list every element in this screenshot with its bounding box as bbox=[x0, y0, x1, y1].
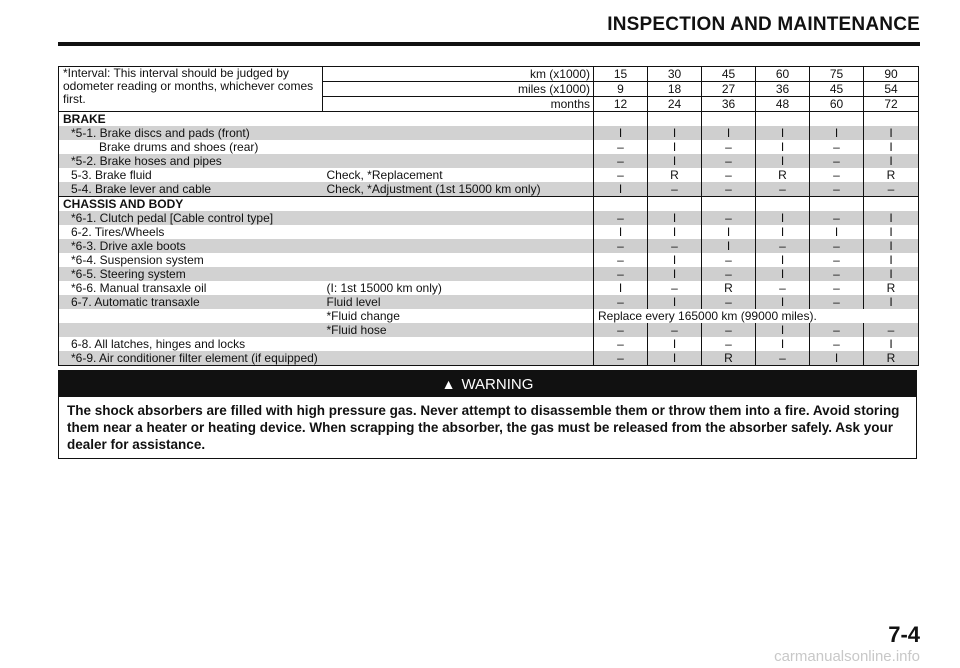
interval-mark: R bbox=[864, 351, 919, 366]
interval-mark: I bbox=[756, 225, 810, 239]
interval-mark: – bbox=[594, 239, 648, 253]
interval-mark: – bbox=[810, 295, 864, 309]
interval-mark: I bbox=[810, 351, 864, 366]
item-note bbox=[323, 253, 594, 267]
interval-mark: – bbox=[810, 168, 864, 182]
interval-value: 60 bbox=[810, 97, 864, 112]
interval-mark: I bbox=[648, 154, 702, 168]
interval-cell bbox=[594, 197, 648, 212]
item-label: *5-1. Brake discs and pads (front) bbox=[59, 126, 323, 140]
item-note bbox=[323, 239, 594, 253]
interval-mark: – bbox=[648, 323, 702, 337]
maintenance-schedule-table bbox=[58, 66, 919, 366]
interval-mark: – bbox=[702, 323, 756, 337]
warning-title: WARNING bbox=[461, 376, 534, 393]
table-row bbox=[59, 168, 919, 182]
page-number: 7-4 bbox=[888, 622, 920, 647]
interval-mark: I bbox=[756, 126, 810, 140]
interval-value: 54 bbox=[864, 82, 919, 97]
item-label: *6-6. Manual transaxle oil bbox=[71, 281, 207, 295]
interval-mark: – bbox=[594, 323, 648, 337]
interval-mark: – bbox=[810, 182, 864, 197]
interval-mark: – bbox=[702, 182, 756, 197]
item-note bbox=[323, 337, 594, 351]
interval-value: 45 bbox=[702, 67, 756, 82]
interval-value: 75 bbox=[810, 67, 864, 82]
table-row bbox=[59, 140, 919, 154]
interval-mark: – bbox=[756, 281, 810, 295]
interval-mark: I bbox=[648, 126, 702, 140]
table-row bbox=[59, 323, 919, 337]
interval-cell bbox=[702, 112, 756, 127]
interval-mark: I bbox=[594, 225, 648, 239]
interval-mark: – bbox=[810, 154, 864, 168]
interval-mark: – bbox=[594, 140, 648, 154]
interval-cell bbox=[756, 112, 810, 127]
interval-mark: I bbox=[864, 337, 919, 351]
interval-mark: – bbox=[810, 337, 864, 351]
interval-mark: – bbox=[810, 211, 864, 225]
interval-mark: I bbox=[702, 225, 756, 239]
interval-mark: R bbox=[702, 351, 756, 366]
interval-mark: I bbox=[648, 253, 702, 267]
interval-mark: – bbox=[864, 323, 919, 337]
interval-value: 24 bbox=[648, 97, 702, 112]
item-label: *6-3. Drive axle boots bbox=[59, 239, 323, 253]
interval-value: 27 bbox=[702, 82, 756, 97]
interval-mark: – bbox=[594, 337, 648, 351]
table-row bbox=[59, 154, 919, 168]
interval-mark: I bbox=[648, 225, 702, 239]
table-row bbox=[59, 182, 919, 197]
item-label: *6-9. Air conditioner filter element (if equipped) bbox=[59, 351, 323, 366]
interval-mark: I bbox=[648, 351, 702, 366]
interval-mark: – bbox=[594, 154, 648, 168]
section-header-row bbox=[59, 112, 919, 127]
watermark: carmanualsonline.info bbox=[774, 648, 920, 665]
warning-text: The shock absorbers are filled with high pressure gas. Never attempt to disassemble them or throw them into a fire. Avoid storing them near a heater or heating device. When scrapping the absorber, the gas must be released from the absorber safely. Ask your dealer for assistance. bbox=[67, 403, 900, 452]
interval-mark: I bbox=[864, 154, 919, 168]
interval-mark: – bbox=[648, 239, 702, 253]
section-header-row bbox=[59, 197, 919, 212]
interval-mark: – bbox=[756, 351, 810, 366]
interval-mark: R bbox=[756, 168, 810, 182]
interval-mark: R bbox=[864, 168, 919, 182]
item-note bbox=[323, 351, 594, 366]
interval-mark: I bbox=[702, 126, 756, 140]
item-label: *6-5. Steering system bbox=[59, 267, 323, 281]
item-note: Fluid level bbox=[323, 295, 594, 309]
warning-box bbox=[58, 370, 917, 459]
interval-value: 12 bbox=[594, 97, 648, 112]
interval-value: 9 bbox=[594, 82, 648, 97]
interval-value: 18 bbox=[648, 82, 702, 97]
interval-mark: I bbox=[648, 295, 702, 309]
interval-unit-label: km (x1000) bbox=[323, 67, 594, 82]
interval-value: 15 bbox=[594, 67, 648, 82]
section-title: CHASSIS AND BODY bbox=[59, 197, 594, 212]
item-label bbox=[59, 323, 323, 337]
interval-note: *Interval: This interval should be judged by odometer reading or months, whichever comes first. bbox=[59, 67, 323, 112]
interval-mark: I bbox=[756, 323, 810, 337]
interval-mark: R bbox=[702, 281, 756, 295]
item-label: 5-3. Brake fluid bbox=[71, 168, 152, 182]
interval-mark: – bbox=[810, 140, 864, 154]
item-label: 6-7. Automatic transaxle bbox=[59, 295, 323, 309]
interval-cell bbox=[864, 197, 919, 212]
item-label: 6-2. Tires/Wheels bbox=[71, 225, 165, 239]
interval-mark: I bbox=[864, 295, 919, 309]
interval-unit-label: miles (x1000) bbox=[323, 82, 594, 97]
interval-mark: R bbox=[864, 281, 919, 295]
item-note: Check, *Adjustment (1st 15000 km only) bbox=[323, 182, 594, 197]
interval-mark: I bbox=[864, 140, 919, 154]
interval-mark: – bbox=[810, 253, 864, 267]
interval-mark: I bbox=[648, 267, 702, 281]
item-note bbox=[323, 267, 594, 281]
interval-mark: – bbox=[756, 239, 810, 253]
interval-mark: – bbox=[810, 267, 864, 281]
interval-cell bbox=[810, 112, 864, 127]
table-row bbox=[59, 351, 919, 366]
interval-unit-label: months bbox=[323, 97, 594, 112]
merged-interval-note: Replace every 165000 km (99000 miles). bbox=[594, 309, 919, 323]
interval-mark: – bbox=[702, 211, 756, 225]
interval-mark: – bbox=[648, 182, 702, 197]
interval-mark: – bbox=[594, 295, 648, 309]
interval-mark: – bbox=[594, 168, 648, 182]
item-note: *Fluid hose bbox=[323, 323, 594, 337]
interval-mark: I bbox=[594, 182, 648, 197]
interval-mark: I bbox=[648, 140, 702, 154]
interval-mark: – bbox=[810, 239, 864, 253]
item-note bbox=[323, 126, 594, 140]
item-label: 5-4. Brake lever and cable bbox=[59, 182, 323, 197]
interval-cell bbox=[756, 197, 810, 212]
item-label: *6-4. Suspension system bbox=[71, 253, 204, 267]
item-note bbox=[323, 140, 594, 154]
interval-mark: – bbox=[810, 323, 864, 337]
interval-mark: – bbox=[702, 295, 756, 309]
table-row bbox=[59, 337, 919, 351]
interval-mark: – bbox=[864, 182, 919, 197]
interval-cell bbox=[810, 197, 864, 212]
interval-mark: I bbox=[756, 337, 810, 351]
interval-mark: I bbox=[756, 253, 810, 267]
item-note: Check, *Replacement bbox=[326, 168, 443, 182]
interval-cell bbox=[648, 112, 702, 127]
table-row bbox=[59, 239, 919, 253]
item-note bbox=[323, 225, 594, 239]
item-note bbox=[323, 154, 594, 168]
interval-mark: I bbox=[810, 126, 864, 140]
table-row bbox=[59, 309, 919, 323]
interval-mark: I bbox=[648, 211, 702, 225]
interval-mark: I bbox=[756, 267, 810, 281]
table-row bbox=[59, 211, 919, 225]
interval-value: 45 bbox=[810, 82, 864, 97]
interval-mark: – bbox=[702, 253, 756, 267]
table-row bbox=[59, 281, 919, 295]
interval-mark: I bbox=[810, 225, 864, 239]
item-note bbox=[323, 211, 594, 225]
interval-mark: – bbox=[702, 140, 756, 154]
section-title: BRAKE bbox=[59, 112, 594, 127]
table-row bbox=[59, 126, 919, 140]
interval-mark: – bbox=[702, 337, 756, 351]
warning-triangle-icon: ▲ bbox=[441, 376, 456, 392]
item-label: Brake drums and shoes (rear) bbox=[99, 140, 259, 154]
table-row bbox=[59, 295, 919, 309]
interval-mark: I bbox=[864, 211, 919, 225]
interval-value: 90 bbox=[864, 67, 919, 82]
table-row bbox=[59, 225, 919, 239]
header-rule bbox=[58, 42, 920, 46]
table-row bbox=[59, 267, 919, 281]
interval-mark: I bbox=[864, 253, 919, 267]
interval-mark: I bbox=[756, 295, 810, 309]
interval-mark: – bbox=[594, 351, 648, 366]
interval-value: 30 bbox=[648, 67, 702, 82]
interval-mark: – bbox=[702, 267, 756, 281]
page-header-title: INSPECTION AND MAINTENANCE bbox=[607, 14, 920, 35]
interval-value: 36 bbox=[702, 97, 756, 112]
table-row bbox=[59, 253, 919, 267]
interval-mark: – bbox=[810, 281, 864, 295]
interval-mark: I bbox=[702, 239, 756, 253]
interval-value: 60 bbox=[756, 67, 810, 82]
interval-value: 72 bbox=[864, 97, 919, 112]
item-label bbox=[59, 309, 323, 323]
interval-header-row bbox=[59, 67, 919, 82]
interval-mark: I bbox=[756, 154, 810, 168]
interval-cell bbox=[648, 197, 702, 212]
warning-header bbox=[59, 371, 916, 397]
interval-mark: – bbox=[756, 182, 810, 197]
interval-mark: I bbox=[756, 211, 810, 225]
item-note: *Fluid change bbox=[326, 309, 400, 323]
interval-mark: I bbox=[864, 267, 919, 281]
interval-mark: I bbox=[864, 225, 919, 239]
interval-mark: I bbox=[594, 126, 648, 140]
interval-mark: I bbox=[756, 140, 810, 154]
interval-mark: – bbox=[594, 211, 648, 225]
interval-mark: – bbox=[702, 168, 756, 182]
interval-mark: – bbox=[594, 267, 648, 281]
interval-mark: – bbox=[648, 281, 702, 295]
interval-value: 48 bbox=[756, 97, 810, 112]
interval-mark: I bbox=[594, 281, 648, 295]
interval-mark: – bbox=[702, 154, 756, 168]
interval-value: 36 bbox=[756, 82, 810, 97]
item-label: *5-2. Brake hoses and pipes bbox=[59, 154, 323, 168]
interval-mark: I bbox=[864, 239, 919, 253]
interval-cell bbox=[594, 112, 648, 127]
interval-mark: – bbox=[594, 253, 648, 267]
interval-cell bbox=[864, 112, 919, 127]
item-label: 6-8. All latches, hinges and locks bbox=[71, 337, 246, 351]
interval-cell bbox=[702, 197, 756, 212]
interval-mark: R bbox=[648, 168, 702, 182]
interval-mark: I bbox=[648, 337, 702, 351]
interval-mark: I bbox=[864, 126, 919, 140]
item-note: (I: 1st 15000 km only) bbox=[326, 281, 442, 295]
item-label: *6-1. Clutch pedal [Cable control type] bbox=[59, 211, 323, 225]
